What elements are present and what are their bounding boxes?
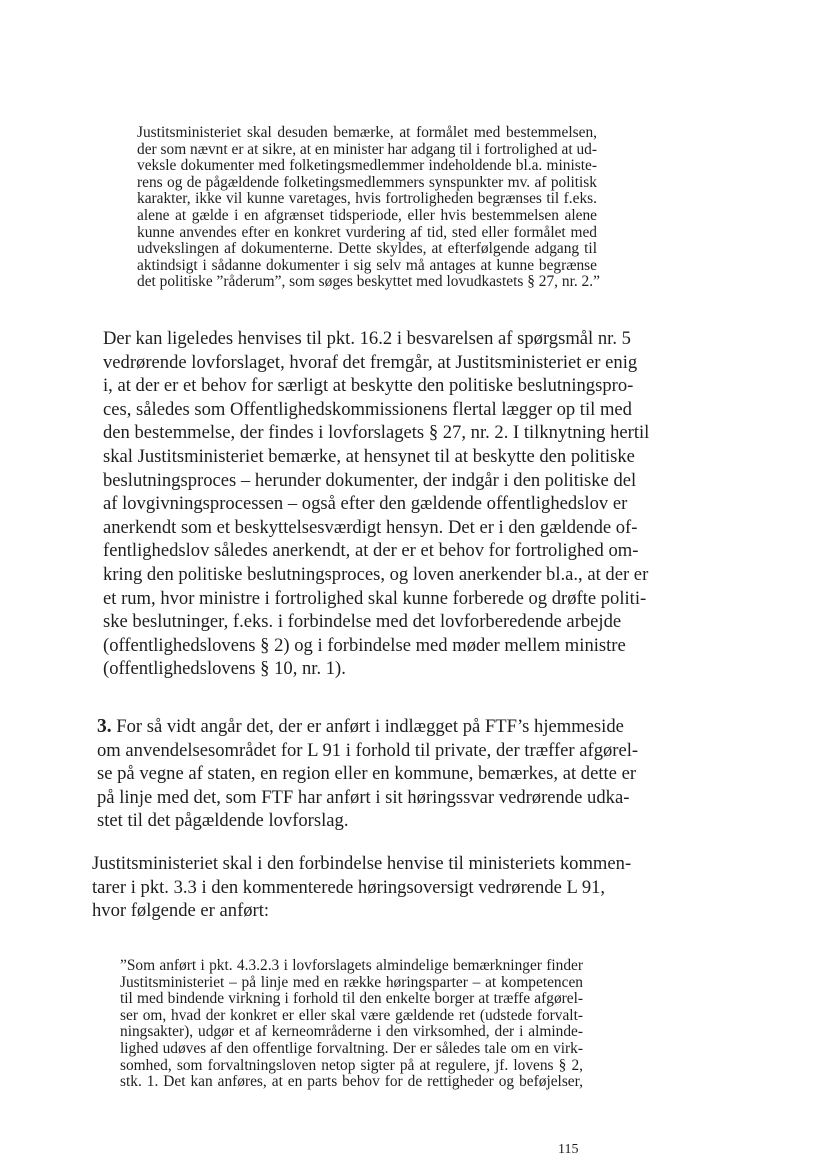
para2-line: på linje med det, som FTF har anført i sit høringssvar vedrørende udka-	[97, 786, 630, 808]
quote2-line: ser om, hvad der konkret er eller skal være gældende ret (udstede forvalt-	[120, 1006, 583, 1024]
section-number: 3.	[97, 716, 112, 737]
quote2-line: ”Som anført i pkt. 4.3.2.3 i lovforslagets almindelige bemærkninger finder	[120, 957, 583, 974]
para1-line: kring den politiske beslutningsproces, og loven anerkender bl.a., at der er	[103, 563, 649, 585]
page-number: 115	[558, 1142, 579, 1157]
quote2-line: til med bindende virkning i forhold til den enkelte borger at træffe afgørel-	[120, 990, 583, 1008]
quote2-line: lighed udøves af den offentlige forvaltning. Der er således tale om en virk-	[120, 1039, 583, 1057]
paragraph-3	[92, 852, 632, 923]
para1-line: skal Justitsministeriet bemærke, at hensynet til at beskytte den politiske	[103, 445, 635, 467]
para1-line: den bestemmelse, der findes i lovforslagets § 27, nr. 2. I tilknytning hertil	[103, 422, 650, 444]
quote1-line: rens og de pågældende folketingsmedlemmers synspunkter mv. af politisk	[137, 173, 597, 191]
quote1-line: der som nævnt er at sikre, at en minister har adgang til i fortrolighed at ud-	[137, 140, 597, 158]
quote1-line: karakter, ikke vil kunne varetages, hvis fortroligheden begrænses til f.eks.	[137, 190, 597, 208]
para2-first-line	[97, 715, 624, 739]
quote1-line: det politiske ”råderum”, som søges beskyttet med lovudkastets § 27, nr. 2.”	[137, 273, 600, 291]
quote2-line: Justitsministeriet – på linje med en række høringsparter – at kompetencen	[120, 973, 583, 991]
quote1-line: veksle dokumenter med folketingsmedlemmer indeholdende bl.a. ministe-	[137, 157, 597, 175]
block-quote-1	[137, 124, 600, 291]
para1-line: et rum, hvor ministre i fortrolighed skal kunne forberede og drøfte politi-	[103, 587, 647, 609]
para2-line: stet til det pågældende lovforslag.	[97, 810, 349, 832]
para1-line: i, at der er et behov for særligt at beskytte den politiske beslutningspro-	[103, 375, 634, 397]
para1-line: beslutningsproces – herunder dokumenter, der indgår i den politiske del	[103, 469, 637, 491]
para1-line: ces, således som Offentlighedskommissionens flertal lægger op til med	[103, 398, 632, 420]
quote1-line: aktindsigt i sådanne dokumenter i sig selv må antages at kunne begrænse	[137, 256, 597, 274]
quote1-line: Justitsministeriet skal desuden bemærke, at formålet med bestemmelsen,	[137, 124, 597, 141]
para3-line: hvor følgende er anført:	[92, 900, 270, 922]
para1-line: (offentlighedslovens § 2) og i forbindelse med møder mellem ministre	[103, 634, 626, 656]
paragraph-1	[103, 327, 650, 681]
paragraph-2	[97, 715, 639, 833]
para1-line: af lovgivningsprocessen – også efter den gældende offentlighedslov er	[103, 493, 628, 515]
para3-line: tarer i pkt. 3.3 i den kommenterede høringsoversigt vedrørende L 91,	[92, 876, 606, 898]
quote2-line: somhed, som forvaltningsloven netop sigter på at regulere, jf. lovens § 2,	[120, 1056, 583, 1074]
para2-line: om anvendelsesområdet for L 91 i forhold til private, der træffer afgørel-	[97, 739, 639, 761]
para3-line: Justitsministeriet skal i den forbindelse henvise til ministeriets kommen-	[92, 853, 632, 874]
quote2-line: ningsakter), udgør et af kerneområderne i den virksomhed, der i alminde-	[120, 1023, 583, 1041]
quote1-line: udvekslingen af dokumenterne. Dette skyldes, at efterfølgende adgang til	[137, 240, 597, 258]
block-quote-2	[120, 958, 583, 1091]
quote1-line: kunne anvendes efter en konkret vurdering af tid, sted eller formålet med	[137, 223, 597, 241]
para1-line: anerkendt som et beskyttelsesværdigt hensyn. Det er i den gældende of-	[103, 516, 638, 538]
para1-line: fentlighedslov således anerkendt, at der er et behov for fortrolighed om-	[103, 540, 639, 562]
para1-line: ske beslutninger, f.eks. i forbindelse med det lovforberedende arbejde	[103, 611, 622, 633]
para2-first-line-text: For så vidt angår det, der er anført i indlægget på FTF’s hjemmeside	[111, 716, 624, 737]
para1-line: vedrørende lovforslaget, hvoraf det fremgår, at Justitsministeriet er enig	[103, 351, 638, 373]
para2-line: se på vegne af staten, en region eller en kommune, bemærkes, at dette er	[97, 763, 637, 785]
quote2-line: stk. 1. Det kan anføres, at en parts behov for de rettigheder og beføjelser,	[120, 1073, 583, 1091]
quote1-line: alene at gælde i en afgrænset tidsperiode, eller hvis bestemmelsen alene	[137, 206, 597, 224]
para1-line: (offentlighedslovens § 10, nr. 1).	[103, 658, 346, 680]
para1-line: Der kan ligeledes henvises til pkt. 16.2 i besvarelsen af spørgsmål nr. 5	[103, 328, 631, 349]
